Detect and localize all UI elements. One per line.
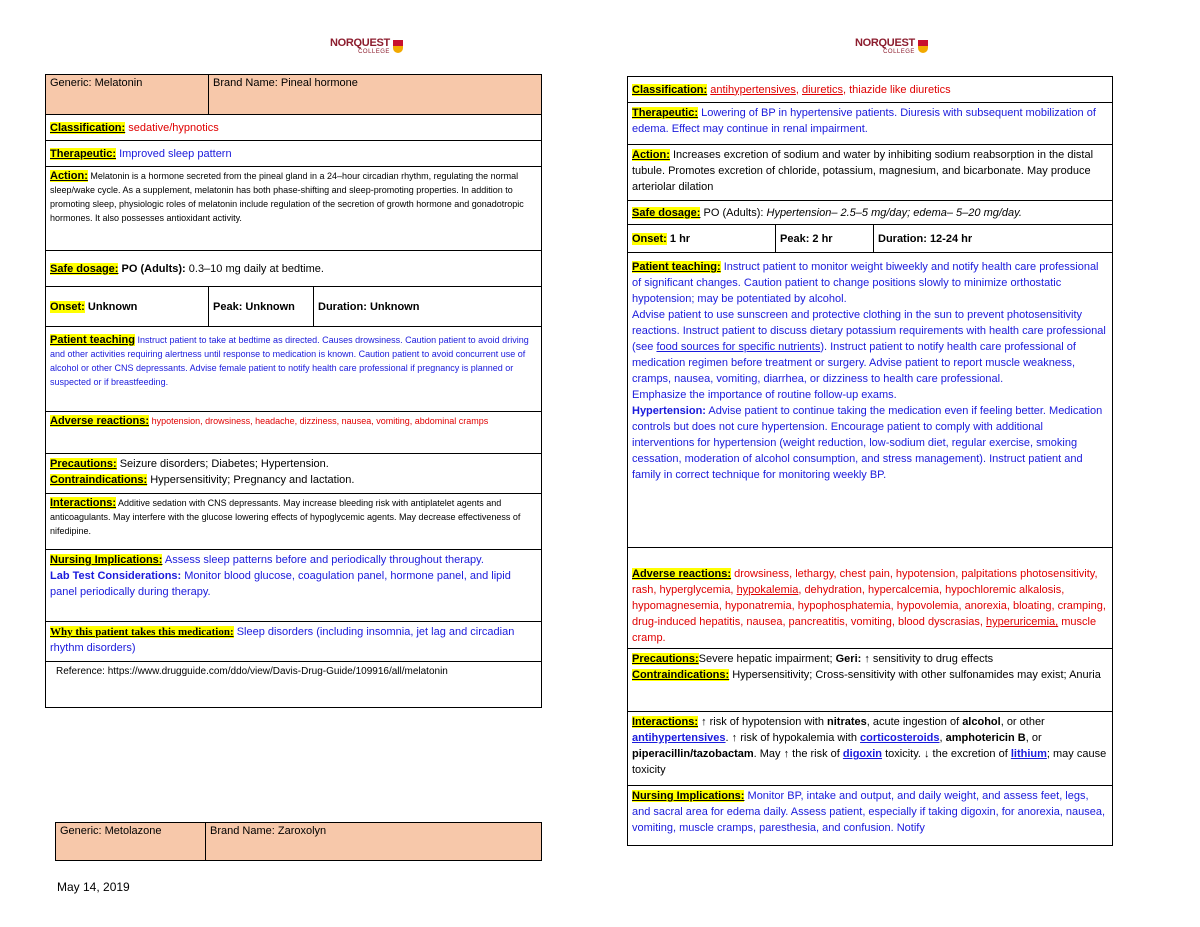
dosage-label: Safe dosage: (50, 262, 119, 275)
class-antihypertensives[interactable]: antihypertensives (710, 83, 796, 96)
precautions-text: Seizure disorders; Diabetes; Hypertension. (119, 458, 329, 470)
action-label: Action: (50, 170, 88, 182)
classification-label: Classification: (50, 121, 126, 134)
melatonin-card (45, 74, 542, 708)
action-text: Increases excretion of sodium and water by inhibiting sodium reabsorption in the distal tubule. Promotes excretion of chloride, potassium, magnesium, and bicarbonate. May produce arteriolar dilation (632, 149, 1094, 193)
metolazone-header-card (55, 822, 542, 861)
logo-sub: COLLEGE (358, 49, 390, 55)
classification-value: sedative/hypnotics (128, 121, 219, 134)
precautions-geri-text: ↑ sensitivity to drug effects (864, 653, 994, 665)
int-amphotericin: amphotericin B (945, 732, 1026, 744)
int-text-4: . ↑ risk of hypokalemia with (725, 732, 857, 744)
reference-text: Reference: https://www.drugguide.com/ddo/view/Davis-Drug-Guide/109916/all/melatonin (56, 666, 448, 677)
action-label: Action: (632, 149, 670, 161)
generic-name: Generic: Metolazone (56, 823, 206, 861)
interactions-text: Additive sedation with CNS depressants. May increase bleeding risk with antiplatelet agents and anticoagulants. May interfere with the glucose lowering effects of hypoglycemic agents. May decrease effectiveness of nifedipine. (50, 498, 521, 536)
logo-name: NORQUEST (330, 37, 390, 49)
int-text-8: toxicity. ↓ the excretion of (882, 748, 1008, 760)
brand-name: Brand Name: Pineal hormone (209, 75, 542, 115)
digoxin-link[interactable]: digoxin (842, 748, 883, 760)
adverse-text: hypotension, drowsiness, headache, dizziness, nausea, vomiting, abdominal cramps (151, 416, 489, 426)
onset-label: Onset: (50, 300, 85, 313)
why-text: Sleep disorders (including insomnia, jet lag and circadian rhythm disorders) (50, 626, 515, 654)
contra-label: Contraindications: (632, 669, 730, 681)
teaching-text-2b: ). Instruct patient to notify health care professional of medication regimen before treatment or surgery. Advise patient to report muscle weakness, cramps, nausea, vomiting, diarrhea, or dizziness to health care professional. (632, 341, 1076, 385)
int-text-9: ; may cause toxicity (632, 748, 1107, 776)
peak: Peak: 2 hr (780, 232, 833, 245)
hypokalemia-link[interactable]: hypokalemia (736, 584, 799, 596)
generic-name: Generic: Melatonin (46, 75, 209, 115)
metolazone-card: Classification: antihypertensives, diuretics, thiazide like diuretics Therapeutic: Lowering of BP in hypertensive patients. Diuresis with subsequent mobilization of edema. Effect may continue in renal impairment. Action: Increases excretion of sodium and water by inhibiting sodium reabsorption in the distal tubule. Promotes excretion of chloride, potassium, magnesium, and bicarbonate. May produce arteriolar dilation Safe dosage: PO (Adults): Hypertension– 2.5–5 mg/day; edema– 5–20 mg/day. Onset: 1 hr Peak: 2 hr Duration: 12-24 hr Patient teaching: Instruct patient to monitor weight biweekly and notify health care professional of significant changes. Caution patient to change positions slowly to minimize orthostatic hypotension; may be potentiated by alcohol. Advise patient to use sunscreen and protective clothing in the sun to prevent photosensitivity reactions. Instruct patient to discuss dietary potassium requirements with health care professional (see food sources for specific nutrients). Instruct patient to notify health care professional of medication regimen before treatment or surgery. Advise patient to report muscle weakness, cramps, nausea, vomiting, diarrhea, or dizziness to health care professional. Emphasize the importance of routine follow-up exams. Hypertension: Advise patient to continue taking the medication even if feeling better. Medication controls but does not cure hypertension. Encourage patient to comply with additional interventions for hypertension (weight reduction, low-sodium diet, regular exercise, smoking cessation, moderation of alcohol consumption, and stress management). Instruct patient and family in correct technique for monitoring weekly BP. Adverse reactions: drowsiness, lethargy, chest pain, hypotension, palpitations photosensitivity, rash, hyperglycemia, hypokalemia, dehydration, hypercalcemia, hypochloremic alkalosis, hypomagnesemia, hyponatremia, hypophosphatemia, hypovolemia, anorexia, bloating, cramping, drug-induced hepatitis, nausea, pancreatitis, vomiting, blood dyscrasias, hyperuricemia, muscle cramp. Precautions:Severe hepatic impairment; Geri: ↑ sensitivity to drug effects Contraindications: Hypersensitivity; Cross-sensitivity with other sulfonamides may exist; Anuria Interactions: ↑ risk of hypotension with nitrates, acute ingestion of alcohol, or other antihypertensives. ↑ risk of hypokalemia with corticosteroids, amphotericin B, or piperacillin/tazobactam. May ↑ the risk of digoxin toxicity. ↓ the excretion of lithium; may cause toxicity Nursing Implications: Monitor BP, intake and output, and daily weight, and assess feet, legs, and sacral area for edema daily. Assess patient, especially if taking digoxin, for anorexia, nausea, vomiting, muscle cramps, paresthesia, and confusion. Notify (627, 76, 1113, 846)
corticosteroids-link[interactable]: corticosteroids (860, 732, 940, 744)
hypertension-label: Hypertension: (632, 405, 706, 417)
therapeutic-value: Improved sleep pattern (119, 147, 232, 160)
action-text: Melatonin is a hormone secreted from the pineal gland in a 24–hour circadian rhythm, regulating the normal sleep/wake cycle. As a supplement, melatonin has both phase-shifting and sleep-promoting properties. In addition to promoting sleep, physiologic roles of melatonin include regulation of the secretion of growth hormone and gonadotropic hormones. It also possesses antioxidant activity. (50, 171, 524, 223)
hyperuricemia-link[interactable]: hyperuricemia, (986, 616, 1059, 628)
dosage-value: Hypertension– 2.5–5 mg/day; edema– 5–20 mg/day. (766, 206, 1022, 219)
interactions-label: Interactions: (50, 497, 117, 509)
nursing-label: Nursing Implications: (632, 790, 745, 802)
adverse-text-3: muscle cramp. (632, 616, 1097, 644)
dosage-label: Safe dosage: (632, 206, 701, 219)
dosage-route: PO (Adults): (121, 262, 186, 275)
dosage-value: 0.3–10 mg daily at bedtime. (188, 262, 324, 275)
lab-text: Monitor blood glucose, coagulation panel, hormone panel, and lipid panel periodically during therapy. (50, 570, 511, 598)
int-piperacillin: piperacillin/tazobactam (632, 748, 754, 760)
contra-text: Hypersensitivity; Pregnancy and lactation. (150, 474, 355, 486)
onset-value: Unknown (87, 300, 138, 313)
int-text-5: , (939, 732, 943, 744)
interactions-label: Interactions: (632, 716, 699, 728)
college-logo-right (855, 38, 928, 55)
food-sources-link[interactable]: food sources for specific nutrients (656, 341, 821, 353)
contra-label: Contraindications: (50, 474, 148, 486)
teaching-label: Patient teaching (50, 334, 135, 346)
geri-label: Geri: (835, 653, 862, 665)
logo-sub: COLLEGE (883, 49, 915, 55)
teaching-label: Patient teaching: (632, 261, 721, 273)
nursing-label: Nursing Implications: (50, 554, 163, 566)
logo-name: NORQUEST (855, 37, 915, 49)
therapeutic-text: Lowering of BP in hypertensive patients. Diuresis with subsequent mobilization of edema. Effect may continue in renal impairment. (632, 107, 1096, 135)
int-text-7: . May ↑ the risk of (753, 748, 840, 760)
lithium-link[interactable]: lithium (1010, 748, 1047, 760)
therapeutic-label: Therapeutic: (50, 147, 117, 160)
class-thiazide: thiazide like diuretics (849, 83, 951, 96)
shield-icon (393, 40, 403, 53)
brand-name: Brand Name: Zaroxolyn (206, 823, 542, 861)
classification-label: Classification: (632, 83, 708, 96)
duration: Duration: 12-24 hr (878, 232, 973, 245)
antihypertensives-link[interactable]: antihypertensives (632, 732, 726, 744)
nursing-text: Monitor BP, intake and output, and daily weight, and assess feet, legs, and sacral area for edema daily. Assess patient, especially if taking digoxin, for anorexia, nausea, vomiting, muscle cramps, paresthesia, and confusion. Notify (632, 790, 1106, 834)
adverse-label: Adverse reactions: (50, 415, 150, 427)
lab-label: Lab Test Considerations: (50, 570, 182, 582)
onset-value: 1 hr (669, 232, 691, 245)
dosage-route: PO (Adults): (703, 206, 764, 219)
teaching-text-2a: Advise patient to use sunscreen and protective clothing in the sun to prevent photosensitivity reactions. Instruct patient to discuss dietary potassium requirements with health care professional (see (632, 309, 1106, 353)
therapeutic-label: Therapeutic: (632, 107, 699, 119)
int-text-2: , acute ingestion of (866, 716, 960, 728)
adverse-text-2: , dehydration, hypercalcemia, hypochloremic alkalosis, hypomagnesemia, hyponatremia, hypophosphatemia, hypovolemia, anorexia, bloating, cramping, drug-induced hepatitis, nausea, pancreatitis, vomiting, blood dyscrasias, (632, 584, 1106, 628)
onset-label: Onset: (632, 232, 667, 245)
footer-date: May 14, 2019 (57, 880, 130, 894)
int-text-3: , or other (1000, 716, 1045, 728)
teaching-text-1: Instruct patient to monitor weight biweekly and notify health care professional of significant changes. Caution patient to change positions slowly to minimize orthostatic hypotension; may be potentiated by alcohol. (632, 261, 1099, 305)
precautions-label: Precautions: (632, 653, 699, 665)
int-nitrates: nitrates (827, 716, 867, 728)
int-alcohol: alcohol (962, 716, 1001, 728)
why-label: Why this patient takes this medication: (50, 626, 234, 638)
int-text-6: , or (1025, 732, 1042, 744)
int-text-1: ↑ risk of hypotension with (701, 716, 824, 728)
college-logo-left (330, 38, 403, 55)
peak: Peak: Unknown (213, 300, 295, 313)
teaching-text: Instruct patient to take at bedtime as directed. Causes drowsiness. Caution patient to avoid driving and other activities requiring alertness until response to medication is known. Caution patient to avoid concurrent use of alcohol or other CNS depressants. Advise female patient to notify health care professional if pregnancy is planned or suspected or if breastfeeding. (50, 335, 529, 387)
precautions-label: Precautions: (50, 458, 117, 470)
adverse-text-1: drowsiness, lethargy, chest pain, hypotension, palpitations photosensitivity, rash, hyperglycemia, (632, 568, 1098, 596)
adverse-label: Adverse reactions: (632, 568, 732, 580)
duration: Duration: Unknown (318, 300, 420, 313)
precautions-text: Severe hepatic impairment; (698, 653, 833, 665)
hypertension-text: Advise patient to continue taking the medication even if feeling better. Medication controls but does not cure hypertension. Encourage patient to comply with additional interventions for hypertension (weight reduction, low-sodium diet, regular exercise, smoking cessation, moderation of alcohol consumption, and stress management). Instruct patient and family in correct technique for monitoring weekly BP. (632, 405, 1103, 481)
class-diuretics[interactable]: diuretics (801, 83, 843, 96)
contra-text: Hypersensitivity; Cross-sensitivity with other sulfonamides may exist; Anuria (732, 669, 1101, 681)
nursing-text: Assess sleep patterns before and periodically throughout therapy. (164, 554, 484, 566)
teaching-text-3: Emphasize the importance of routine follow-up exams. (632, 389, 897, 401)
shield-icon (918, 40, 928, 53)
